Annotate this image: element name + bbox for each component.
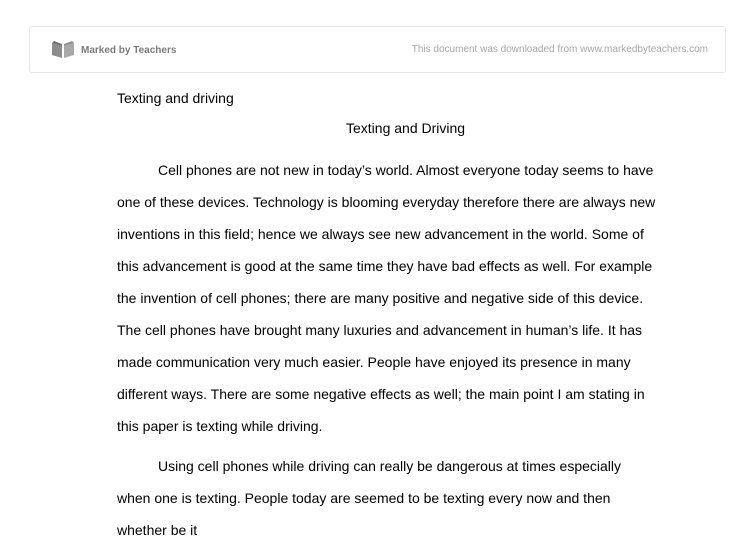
- book-icon: [50, 40, 76, 60]
- download-source-note: This document was downloaded from www.markedbyteachers.com: [411, 44, 708, 55]
- running-header: Texting and driving: [117, 90, 234, 106]
- paragraph-2: Using cell phones while driving can really be dangerous at times especially when one is texting. People today are seemed to be texting every now and then whether be it: [117, 458, 622, 538]
- document-title: Texting and Driving: [346, 120, 466, 136]
- logo-text: Marked by Teachers: [81, 44, 177, 56]
- paragraph-1: Cell phones are not new in today’s world. Almost everyone today seems to have one of these devices. Technology is blooming everyday therefore there are always new inventions in this field; hence we always see new advancement in the world. Some of this advancement is good at the same time they have bad effects as well. For example the invention of cell phones; there are many positive and negative side of this device. The cell phones have brought many luxuries and advancement in human’s life. It has made communication very much easier. People have enjoyed its presence in many different ways. There are some negative effects as well; the main point I am stating in this paper is texting while driving.: [117, 162, 656, 434]
- marked-by-teachers-logo[interactable]: [50, 40, 176, 60]
- download-banner: [29, 26, 726, 73]
